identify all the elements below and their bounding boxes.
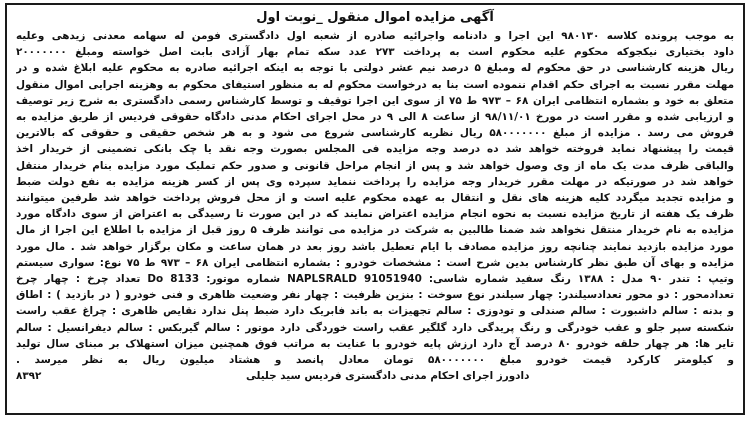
notice-line: مزایده به نام خریدار منتقل نخواهد شد ضمنا طالبین به شرکت در مزایده می توانند ظرف ۵ روز قبل از مزایده با اطلاع این اجرا از مال	[16, 224, 734, 237]
notice-line: خواهد شد در صورتیکه در مهلت مقرر خریدار وجه مزایده را پرداخت ننماید سپرده وی پس از کسر هزینه مزایده به نفع دولت ضبط	[16, 175, 734, 188]
notice-code: ۸۳۹۲	[16, 370, 42, 383]
notice-line: تعدادمحور : دو محور تعدادسیلندر: چهار سیلندر نوع سوخت : بنزین ظرفیت : چهار نفر وضعیت ظاهری و فنی خودرو ( در بازدید ) : اطاق	[16, 289, 734, 302]
notice-line: و بدنه : سالم داشبورت : سالم صندلی و تودوزی : سالم تجهیزات به باند فابریک دارد ضبط پنل ندارد نقایص ظاهری : چراغ عقب راست	[16, 305, 734, 318]
auction-notice	[5, 3, 745, 415]
notice-line: مزایده و بهای آن طبق نظر کارشناس بدین شرح است : مشخصات خودرو : بشماره انتظامی ایران ۶۸ – ۹۷۳ ط ۷۵ نوع: سواری سیستم	[16, 256, 734, 269]
notice-line: مورد مزایده بازدید نمایند چنانچه روز مزایده مصادف با ایام تعطیل باشد روز بعد در همان ساعت و مکان برگزار خواهد شد . مال مورد	[16, 240, 734, 253]
notice-line: تایر ها: هر چهار حلقه خودرو ۸۰ درصد آج دارد ارزش پایه خودرو با عنایت به مراتب فوق همچنین میزان استهلاک بر مبنای سال تولید	[16, 337, 734, 350]
notice-line: مهلت مقرر نسبت به اجرای حکم اقدام ننموده است بنا به درخواست محکوم له به منظور استیفای محکوم به وهزینه اجرایی اموال منقول	[16, 78, 734, 91]
notice-line: شکسته سپر جلو و عقب خودرگی و رنگ پریدگی دارد گلگیر عقب راست خوردگی دارد موتور : سالم گیربکس : سالم دیفرانسیل : سالم	[16, 321, 734, 334]
notice-line: قیمت را پیشنهاد نماید فروخته خواهد شد ده درصد وجه مزایده فی المجلس بصورت وجه نقد یا چک بانکی تضمینی از خریدار اخذ	[16, 143, 734, 156]
notice-line: و ارزیابی شده و مقرر است در مورخ ۹۸/۱۱/۰۱ از ساعت ۸ الی ۹ در محل اجرای احکام مدنی دادگاه حقوقی فردیس از طریق مزایده به	[16, 111, 734, 124]
notice-footer	[16, 368, 734, 384]
notice-line: ظرف یک هفته از تاریخ مزایده نسبت به نحوه انجام مزایده اعتراض نمایند که در این صورت تا رسیدگی به اعتراض از سوی دادگاه مورد	[16, 208, 734, 221]
signer-name: دادورز اجرای احکام مدنی دادگستری فردیس سید جلیلی	[245, 370, 530, 383]
notice-line: فروش می رسد . مزایده از مبلغ ۵۸۰۰۰۰۰۰۰ ریال نظریه کارشناسی شروع می شود و به هر شخص حقیقی و حقوقی که بالاترین	[16, 127, 734, 140]
notice-line: والباقی ظرف مدت یک ماه از وی وصول خواهد شد و پس از انجام مراحل قانونی و صدور حکم تملیک مورد مزایده بنام خریدار منتقل	[16, 159, 734, 172]
notice-line: وتیپ : تندر ۹۰ مدل : ۱۳۸۸ رنگ سفید شماره شاسی: NAPLSRALD 91051940 شماره موتور: Do 8133 تعداد چرخ : چهار چرخ	[16, 273, 734, 286]
notice-line: و کیلومتر کارکرد قیمت خودرو مبلغ ۵۸۰۰۰۰۰۰۰ تومان معادل پانصد و هشتاد میلیون ریال به نظر میرسد .	[16, 354, 734, 367]
notice-line: و مزایده تجدید میگردد کلیه هزینه های نقل و انتقال به عهده محکوم علیه است و از محل فروش پرداخت خواهد شد طرفین میتوانند	[16, 192, 734, 205]
notice-line: ریال هزینه کارشناسی در حق محکوم له ومبلغ ۵ درصد نیم عشر دولتی با توجه به اینکه اجرائیه صادره به محکوم علیه ابلاغ شده و در	[16, 62, 734, 75]
notice-line: متعلق به خود و بشماره انتظامی ایران ۶۸ – ۹۷۳ ط ۷۵ از سوی این اجرا توقیف و توسط کارشناس رسمی دادگستری به شرح زیر توصیف	[16, 94, 734, 107]
notice-title: آگهی مزایده اموال منقول _نوبت اول	[256, 10, 494, 25]
notice-line: به موجب پرونده کلاسه ۹۸۰۱۳۰ این اجرا و دادنامه واجرائیه صادره از شعبه اول دادگستری فومن له سهامه معدنی زیدهی وعلیه	[16, 30, 734, 42]
notice-line: داود بختیاری نیکجوکه محکوم علیه محکوم است به پرداخت ۲۷۳ عدد سکه تمام بهار آزادی بابت اصل خواسته ومبلغ ۲۰۰۰۰۰۰۰	[16, 46, 734, 59]
